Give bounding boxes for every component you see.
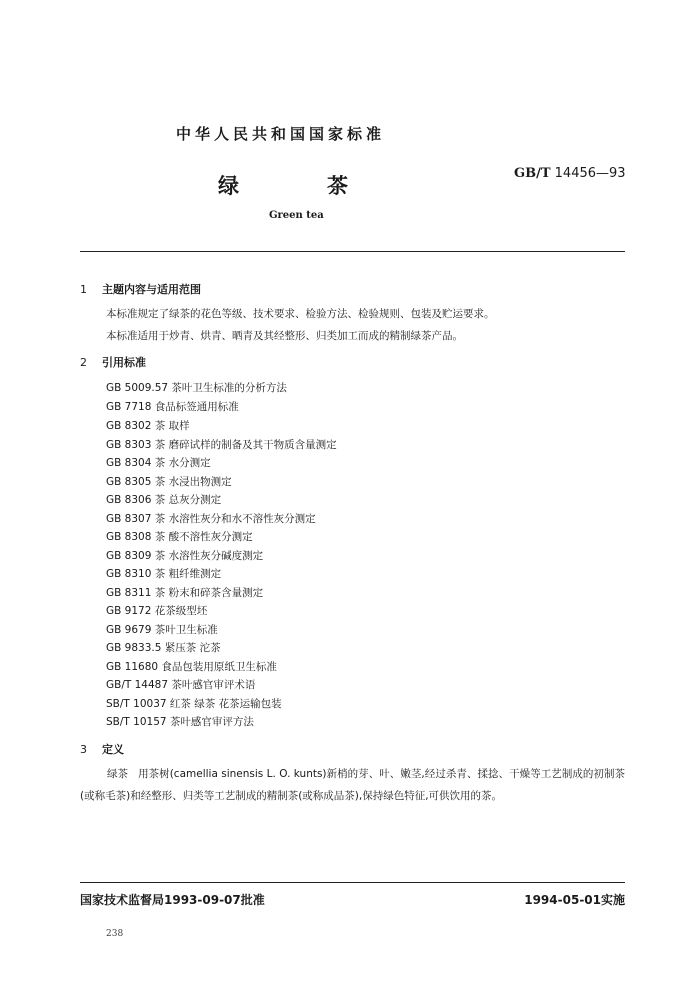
reference-item: GB 8302 茶 取样 [106, 420, 190, 432]
reference-item: GB 8307 茶 水溶性灰分和水不溶性灰分测定 [106, 513, 316, 525]
standard-prefix: GB/T [514, 166, 551, 181]
reference-item: GB 8305 茶 水浸出物测定 [106, 476, 232, 488]
reference-item: GB 8303 茶 磨碎试样的制备及其干物质含量测定 [106, 439, 337, 451]
section-2-heading [80, 354, 146, 370]
section-1-number: 1 [80, 283, 87, 296]
document-title-en: Green tea [269, 210, 324, 221]
reference-item: GB 11680 食品包装用原纸卫生标准 [106, 661, 277, 673]
header-divider [80, 251, 625, 252]
title-char-1: 绿 [218, 174, 239, 198]
reference-item: SB/T 10037 红茶 绿茶 花茶运输包装 [106, 698, 282, 710]
page-number: 238 [106, 929, 124, 939]
national-standard-title: 中华人民共和国国家标准 [176, 125, 386, 143]
standard-number [514, 166, 626, 181]
reference-item: GB 8304 茶 水分测定 [106, 457, 211, 469]
definition-text: 用茶树(camellia sinensis L. O. kunts)新梢的芽、叶、嫩茎,经过杀青、揉捻、干燥等工艺制成的初制茶(或称毛茶)和经整形、归类等工艺制成的精制茶(或称成品茶),保持绿色特征,可供饮用的茶。 [80, 768, 626, 802]
reference-item: GB 8309 茶 水溶性灰分碱度测定 [106, 550, 264, 562]
section-3-number: 3 [80, 743, 87, 756]
approval-date: 国家技术监督局1993-09-07批准 [80, 893, 265, 907]
definition-term: 绿茶 [107, 768, 129, 780]
reference-item: GB 8311 茶 粉末和碎茶含量测定 [106, 587, 264, 599]
reference-item: GB 9833.5 紧压茶 沱茶 [106, 642, 221, 654]
footer-divider [80, 882, 625, 883]
section-2-title: 引用标准 [102, 356, 146, 369]
effective-date: 1994-05-01实施 [524, 893, 625, 907]
section-1-para-2: 本标准适用于炒青、烘青、晒青及其经整形、归类加工而成的精制绿茶产品。 [106, 330, 463, 342]
section-3-heading [80, 741, 124, 757]
reference-item: GB 9172 花茶级型坯 [106, 605, 208, 617]
reference-item: GB 8306 茶 总灰分测定 [106, 494, 222, 506]
reference-item: GB 9679 茶叶卫生标准 [106, 624, 218, 636]
reference-item: SB/T 10157 茶叶感官审评方法 [106, 716, 254, 728]
title-char-2: 茶 [327, 174, 348, 198]
document-title-cn [218, 170, 348, 200]
reference-item: GB 5009.57 茶叶卫生标准的分析方法 [106, 382, 287, 394]
reference-item: GB/T 14487 茶叶感官审评术语 [106, 679, 256, 691]
section-1-heading [80, 281, 201, 297]
section-2-number: 2 [80, 356, 87, 369]
section-1-para-1: 本标准规定了绿茶的花色等级、技术要求、检验方法、检验规则、包装及贮运要求。 [106, 308, 495, 320]
reference-item: GB 8310 茶 粗纤维测定 [106, 568, 222, 580]
definition-paragraph [80, 763, 625, 807]
reference-item: GB 7718 食品标签通用标准 [106, 401, 239, 413]
section-3-title: 定义 [102, 743, 124, 756]
section-1-title: 主题内容与适用范围 [102, 283, 201, 296]
standard-code: 14456—93 [554, 166, 626, 181]
reference-item: GB 8308 茶 酸不溶性灰分测定 [106, 531, 253, 543]
